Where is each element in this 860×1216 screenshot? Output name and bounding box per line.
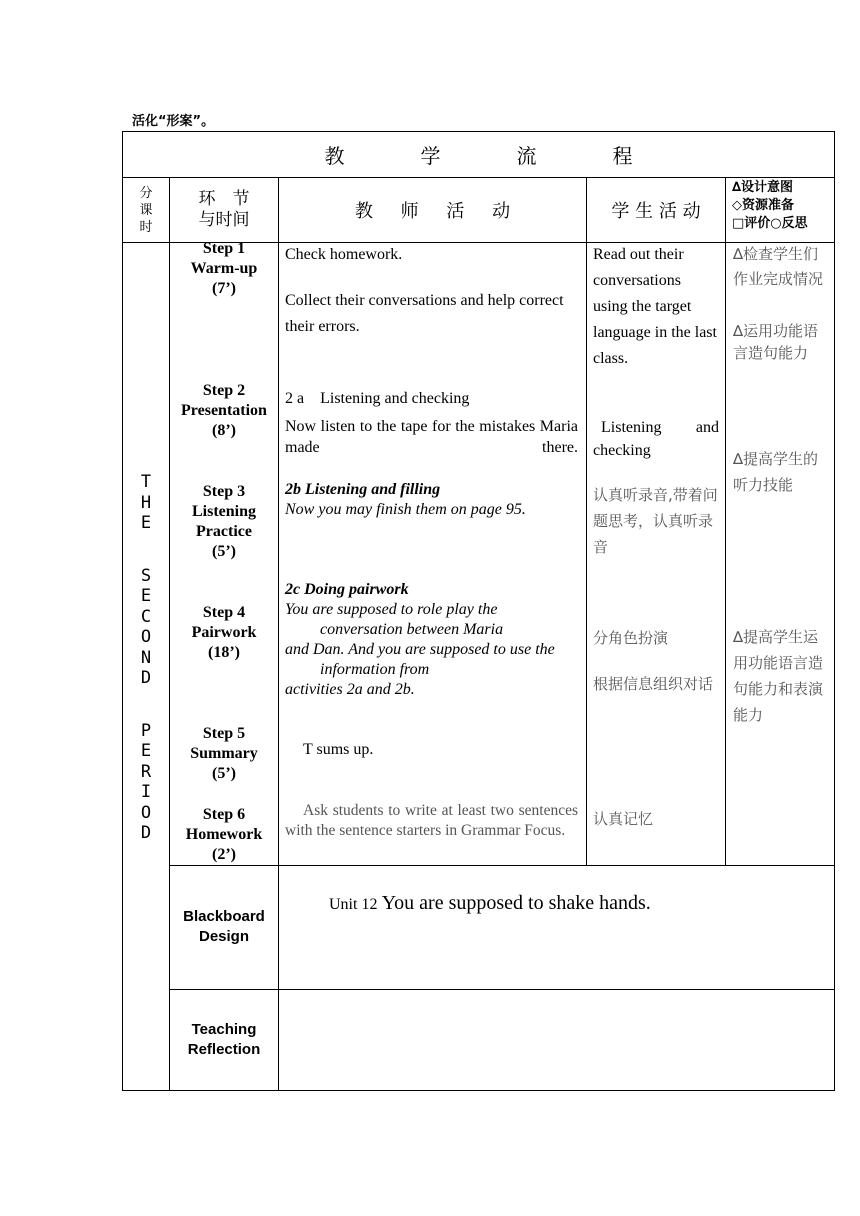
student-activity-step6 [593, 806, 719, 832]
student-text: Listening and checking [593, 419, 719, 459]
header-design-line: □评价○反思 [732, 216, 808, 231]
header-period [123, 178, 169, 242]
teacher-activity-step6 [285, 801, 578, 841]
header-step-time [170, 178, 278, 242]
step-title: Homework [185, 826, 263, 843]
step-time: (8’) [212, 422, 236, 439]
blackboard-unit: Unit 12 [329, 896, 378, 913]
teacher-text: Collect their conversations and help correct their errors. [285, 292, 564, 335]
step-name: Step 2 [202, 382, 246, 399]
student-activity-step1 [593, 242, 719, 372]
teacher-activity-step1 [285, 242, 578, 340]
step-name: Step 6 [202, 806, 246, 823]
step-2 [170, 381, 278, 441]
teacher-text: T sums up. [303, 741, 374, 758]
teacher-activity-step3 [285, 480, 578, 520]
teacher-activity-step2 [285, 386, 578, 458]
student-text: 认真记忆 [593, 810, 654, 828]
step-title: Summary [190, 745, 258, 762]
teacher-heading: 2b Listening and filling [285, 481, 441, 498]
teacher-text: Now you may finish them on page 95. [285, 501, 526, 518]
step-title: Pairwork [191, 624, 257, 641]
period-letter: E [140, 741, 152, 761]
teacher-text: conversation between Maria [320, 621, 504, 638]
teacher-text: Now listen to the tape for the mistakes Maria made there. [285, 418, 578, 456]
period-letter: C [140, 606, 152, 627]
teacher-text: You are supposed to role play the [285, 601, 498, 618]
period-letter: I [140, 782, 152, 802]
period-letter: N [140, 647, 152, 668]
header-teacher-activity: 教 师 活 动 [354, 201, 511, 222]
header-design-notes [732, 179, 834, 241]
period-letter: S [140, 565, 152, 586]
top-note: 活化“形案”。 [132, 114, 215, 129]
step-name: Step 4 [202, 604, 246, 621]
student-activity-step3 [593, 482, 719, 560]
student-activity-step2 [593, 416, 719, 462]
design-note-2: ∆运用功能语言造句能力 [733, 322, 819, 362]
step-title: Listening Practice [191, 503, 256, 540]
step-name: Step 5 [202, 725, 246, 742]
blackboard-sentence: You are supposed to shake hands. [381, 892, 651, 914]
step-6 [170, 805, 278, 865]
teacher-activity-step4 [285, 580, 578, 700]
header-period-char: 课 [139, 202, 153, 218]
teacher-heading: 2c Doing pairwork [285, 581, 409, 598]
header-student-activity: 学 生 活 动 [611, 201, 701, 222]
design-note-4: ∆提高学生运用功能语言造句能力和表演能力 [733, 628, 824, 724]
header-design-line: ◇资源准备 [732, 198, 794, 213]
period-letter: E [140, 586, 152, 606]
lesson-plan-table [122, 131, 835, 1091]
title-char: 学 [420, 144, 441, 168]
period-letter: D [140, 668, 152, 688]
period-letter: D [140, 823, 152, 843]
teacher-text: activities 2a and 2b. [285, 681, 415, 698]
student-activity-step4 [593, 625, 719, 697]
title-char: 流 [516, 144, 537, 168]
teacher-text: and Dan. And you are supposed to use the [285, 641, 555, 658]
step-time: (5’) [212, 543, 236, 560]
row-divider [169, 865, 834, 866]
step-4 [170, 603, 278, 663]
step-title: Warm-up [190, 260, 258, 277]
header-step-line: 与时间 [198, 210, 250, 230]
teacher-heading: 2 a Listening and checking [285, 390, 470, 407]
student-text: Read out their conversations using the target language in the last class. [593, 246, 717, 367]
design-note-3: ∆提高学生的听力技能 [733, 450, 819, 494]
header-period-char: 分 [139, 185, 153, 201]
step-title: Presentation [181, 402, 267, 419]
period-letter: R [140, 761, 152, 782]
period-letter: H [140, 492, 152, 513]
title-char: 程 [612, 144, 633, 168]
student-text: 根据信息组织对话 [593, 675, 714, 693]
step-1 [170, 239, 278, 299]
blackboard-design-label: Blackboard Design [183, 908, 265, 945]
period-letter: P [140, 720, 152, 741]
step-name: Step 3 [202, 483, 246, 500]
teacher-text: Ask students to write at least two sentences with the sentence starters in Grammar Focus. [285, 802, 578, 839]
teacher-activity-step5 [285, 737, 578, 763]
step-5 [170, 724, 278, 784]
period-letter: O [140, 627, 152, 647]
col-divider [278, 177, 279, 1090]
student-text: 认真听录音,带着问题思考，认真听录音 [593, 486, 718, 556]
step-time: (7’) [212, 280, 236, 297]
period-label [123, 244, 169, 864]
teaching-reflection-label: Teaching Reflection [187, 1021, 261, 1058]
step-time: (5’) [212, 765, 236, 782]
student-text: 分角色扮演 [593, 629, 669, 647]
step-time: (18’) [208, 644, 240, 661]
step-name: Step 1 [202, 240, 246, 257]
header-period-char: 时 [139, 219, 153, 235]
period-letter: E [140, 513, 152, 533]
col-divider [725, 177, 726, 865]
col-divider [586, 177, 587, 865]
teacher-text: information from [320, 661, 430, 678]
title-char: 教 [324, 144, 345, 168]
step-3 [170, 482, 278, 562]
table-title [123, 132, 834, 177]
period-letter: T [140, 472, 152, 492]
period-letter: O [140, 802, 152, 823]
design-note-1: ∆检查学生们作业完成情况 [733, 245, 824, 288]
header-step-line: 环 节 [198, 189, 250, 209]
blackboard-content [329, 892, 819, 915]
teacher-text: Check homework. [285, 246, 403, 263]
header-design-line: ∆设计意图 [732, 180, 794, 195]
row-divider [169, 989, 834, 990]
step-time: (2’) [212, 846, 236, 863]
